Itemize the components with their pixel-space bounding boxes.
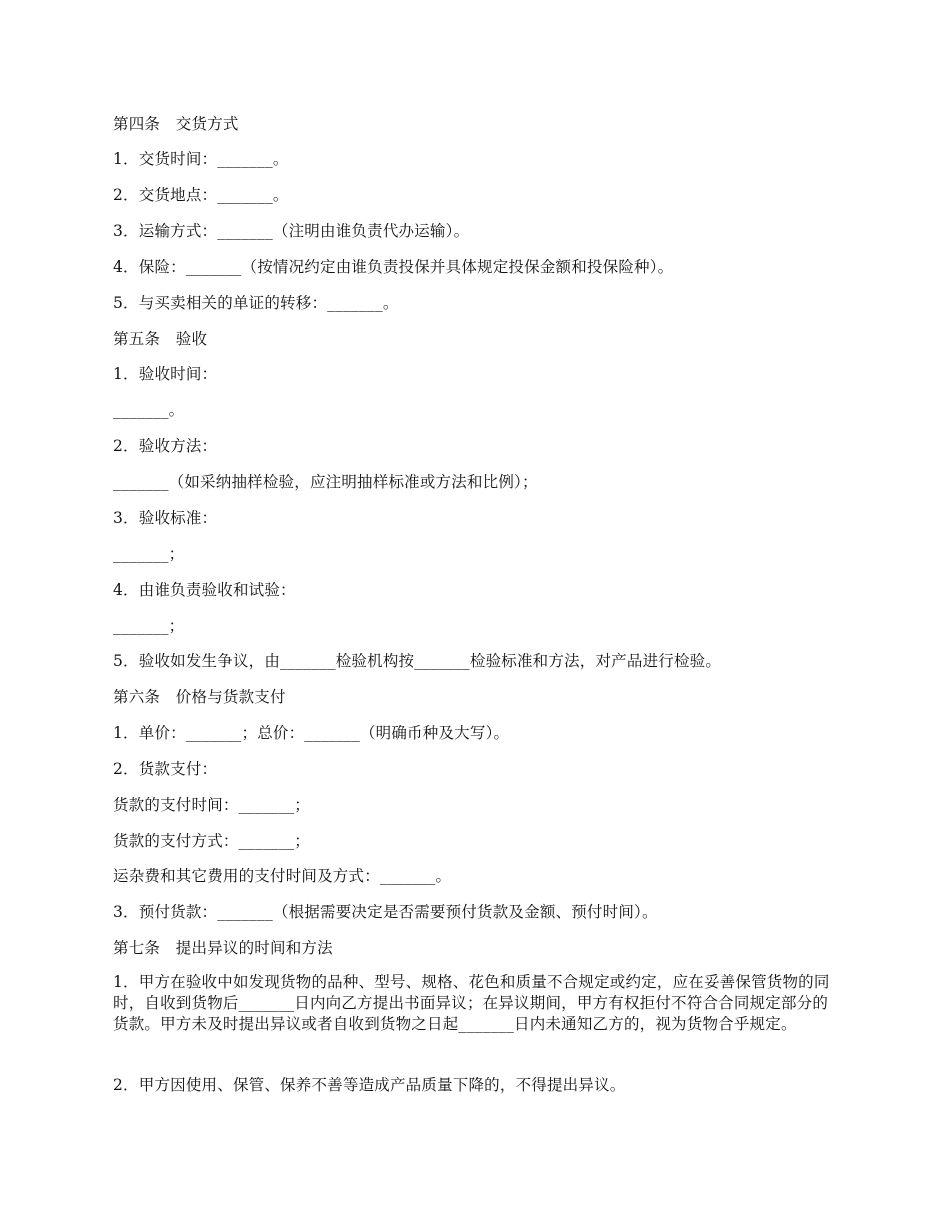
inspection-time-blank: _______。 bbox=[113, 401, 185, 419]
transport-method-line: 3．运输方式：_______（注明由谁负责代办运输）。 bbox=[113, 222, 470, 240]
insurance-line: 4．保险：_______（按情况约定由谁负责投保并具体规定投保金额和投保险种）。 bbox=[113, 258, 674, 276]
payment-method-line: 货款的支付方式：_______； bbox=[113, 832, 310, 850]
inspection-dispute-line: 5．验收如发生争议，由_______检验机构按_______检验标准和方法，对产品进行检验。 bbox=[113, 652, 722, 670]
document-transfer-line: 5．与买卖相关的单证的转移：_______。 bbox=[113, 294, 399, 312]
article-4-heading: 第四条 交货方式 bbox=[113, 115, 239, 133]
inspection-standard-blank: _______； bbox=[113, 545, 185, 563]
prepayment-line: 3．预付货款：_______（根据需要决定是否需要预付货款及金额、预付时间）。 bbox=[113, 903, 658, 921]
payment-time-line: 货款的支付时间：_______； bbox=[113, 796, 310, 814]
delivery-time-line: 1．交货时间：_______。 bbox=[113, 150, 289, 168]
delivery-place-line: 2．交货地点：_______。 bbox=[113, 186, 289, 204]
inspection-method-blank: _______（如采纳抽样检验，应注明抽样标准或方法和比例）； bbox=[113, 473, 538, 491]
price-line: 1．单价：_______；总价：_______（明确币种及大写）。 bbox=[113, 724, 510, 742]
inspection-method-label: 2．验收方法： bbox=[113, 437, 218, 455]
inspection-time-label: 1．验收时间： bbox=[113, 365, 218, 383]
freight-payment-line: 运杂费和其它费用的支付时间及方式：_______。 bbox=[113, 867, 452, 885]
inspection-responsible-blank: _______； bbox=[113, 617, 185, 635]
article-5-heading: 第五条 验收 bbox=[113, 330, 208, 348]
objection-paragraph-1: 1．甲方在验收中如发现货物的品种、型号、规格、花色和质量不合规定或约定，应在妥善保管货物的同时，自收到货物后_______日内向乙方提出书面异议；在异议期间，甲方有权拒付不符合合同规定部分的货款。甲方未及时提出异议或者自收到货物之日起_______日内未通知乙方的，视为货物合乎规定。 bbox=[113, 973, 830, 1033]
article-6-heading: 第六条 价格与货款支付 bbox=[113, 688, 286, 706]
inspection-responsible-label: 4．由谁负责验收和试验： bbox=[113, 581, 296, 599]
inspection-standard-label: 3．验收标准： bbox=[113, 509, 218, 527]
objection-paragraph-2: 2．甲方因使用、保管、保养不善等造成产品质量下降的，不得提出异议。 bbox=[113, 1076, 626, 1094]
article-7-heading: 第七条 提出异议的时间和方法 bbox=[113, 939, 333, 957]
payment-label: 2．货款支付： bbox=[113, 760, 218, 778]
